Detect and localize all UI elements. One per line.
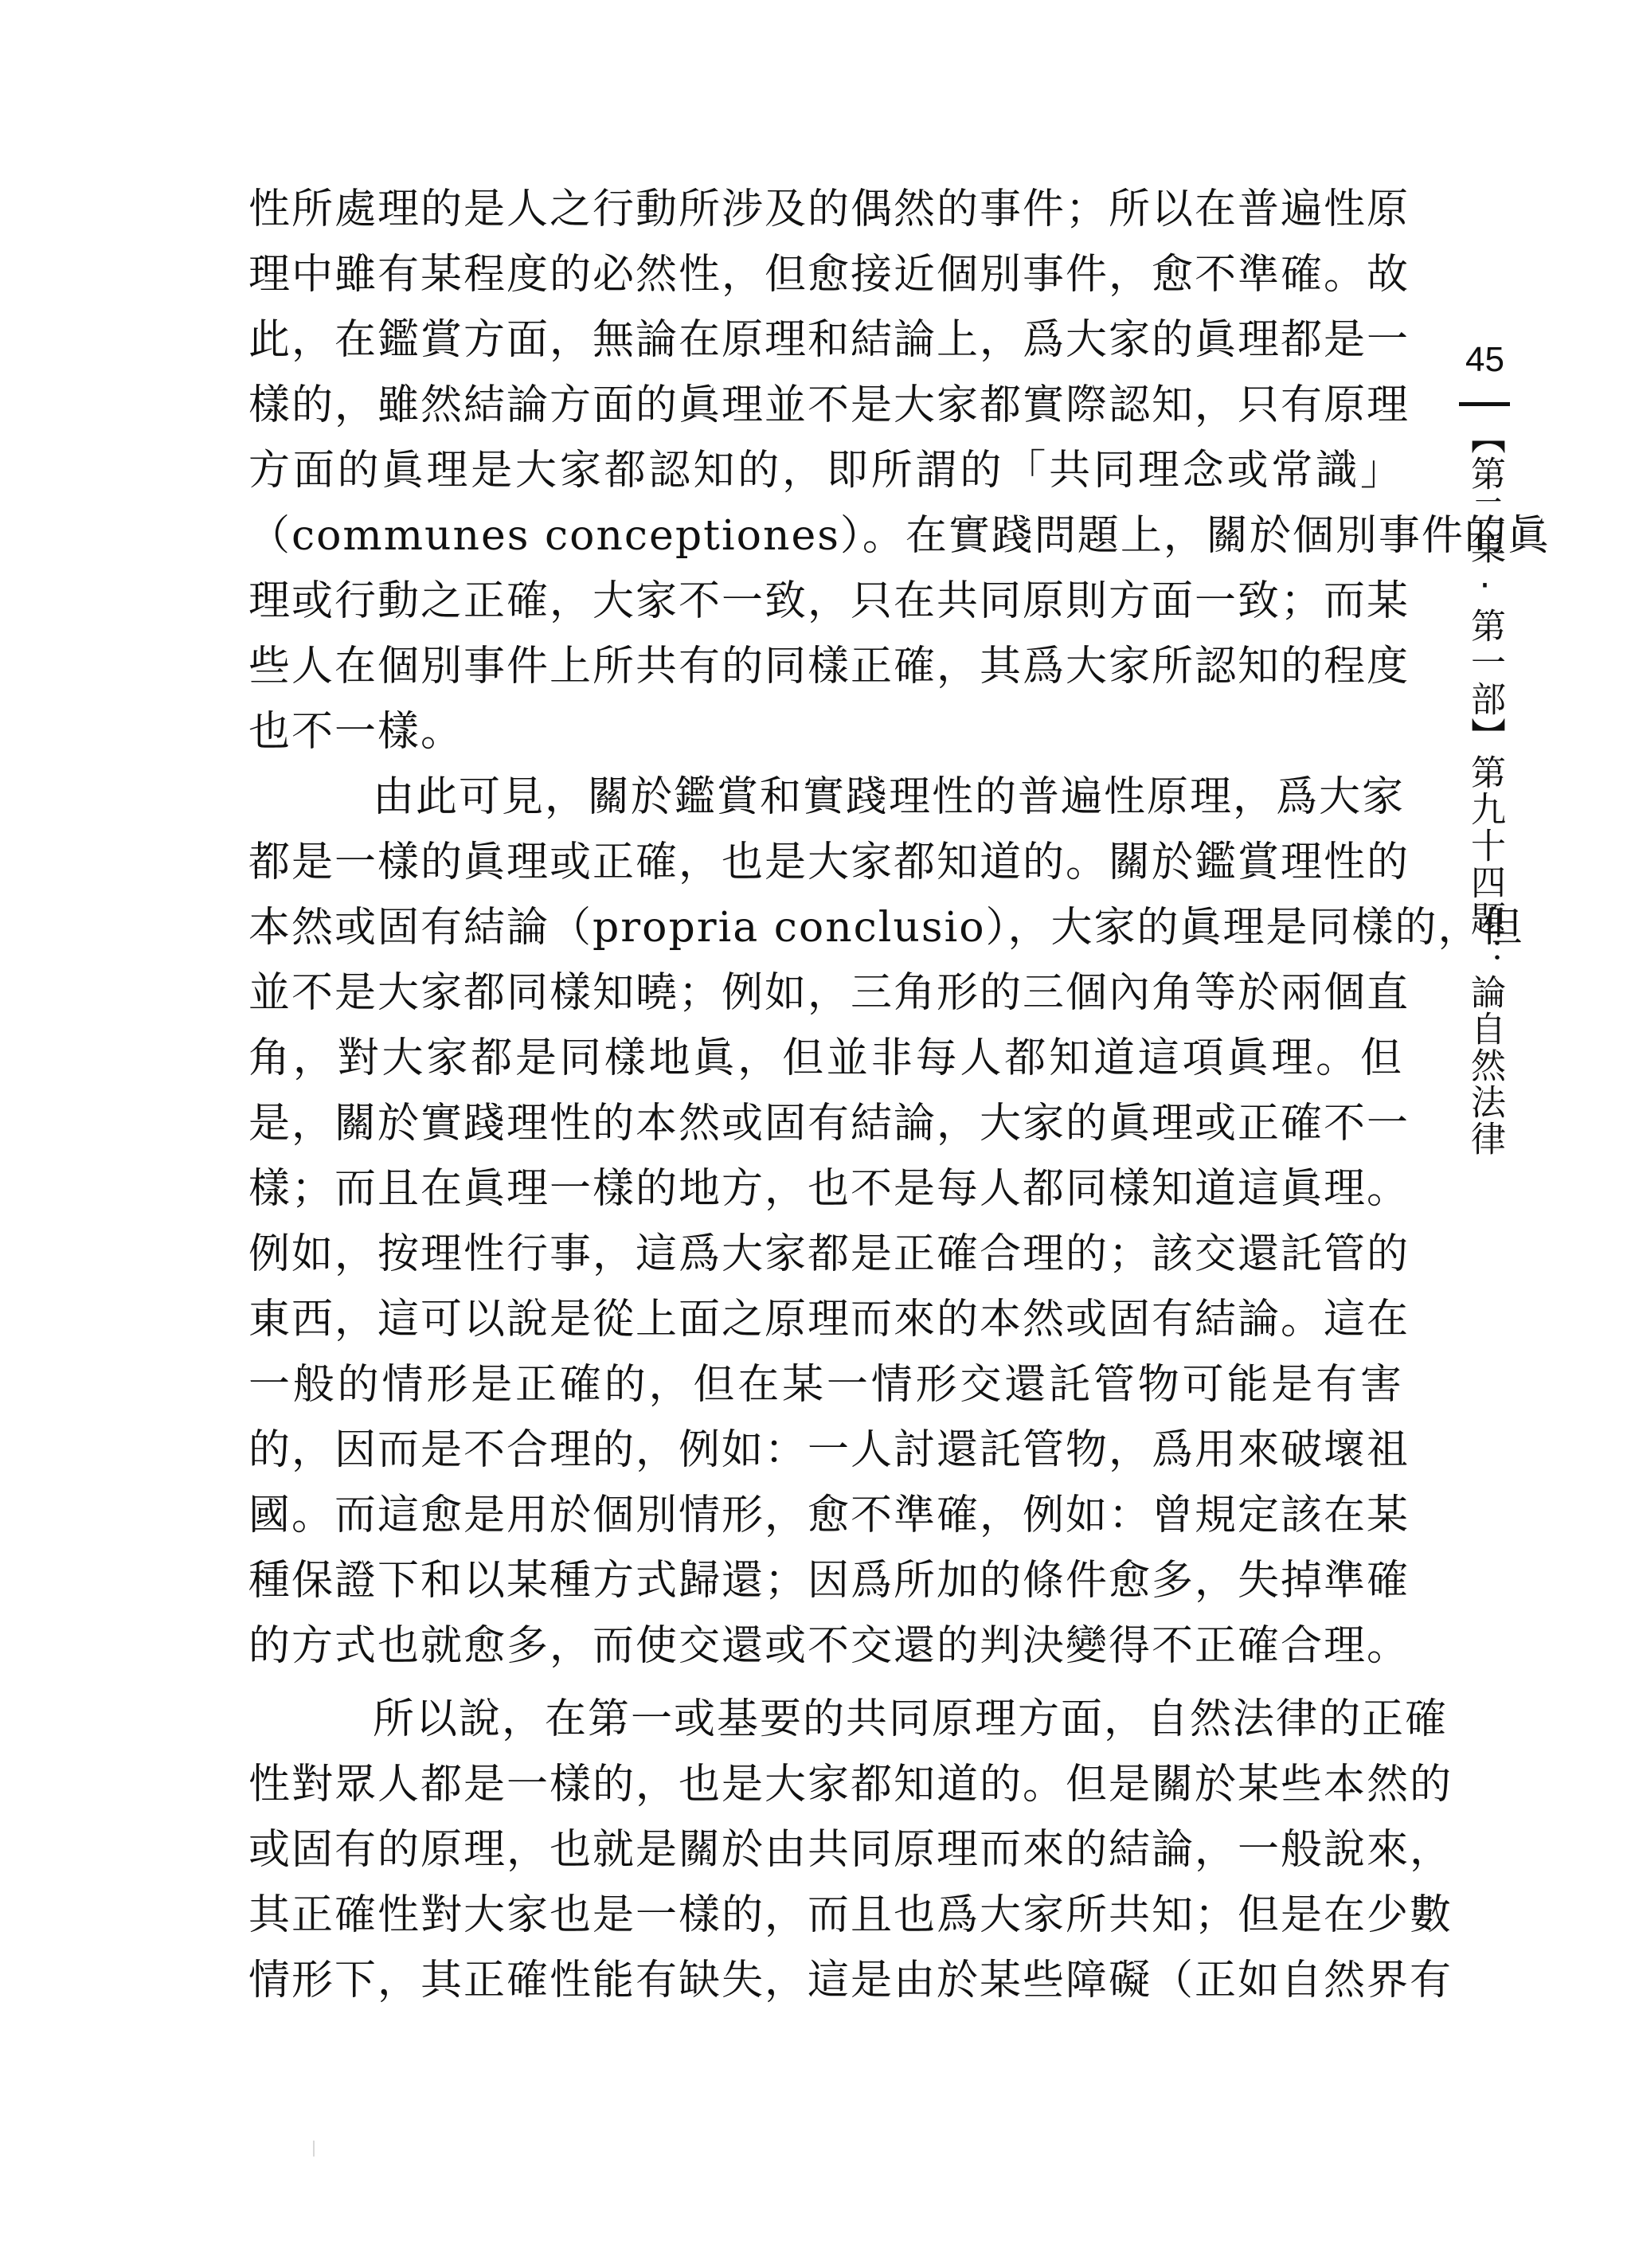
running-head-text: 【第二集·第一部】第九十四題：論自然法律	[1465, 419, 1505, 1157]
text-line: 一般的情形是正確的，但在某一情形交還託管物可能是有害	[248, 1361, 1403, 1409]
text-line: 方面的眞理是大家都認知的，即所謂的「共同理念或常識」	[248, 447, 1403, 495]
running-head	[1459, 402, 1510, 1157]
scan-mark	[313, 2141, 315, 2157]
text-line: 此，在鑑賞方面，無論在原理和結論上，爲大家的眞理都是一	[248, 316, 1410, 364]
text-line: 也不一樣。	[248, 708, 464, 756]
text-line: 樣；而且在眞理一樣的地方，也不是每人都同樣知道這眞理。	[248, 1165, 1410, 1213]
paragraph-first-line: 由此可見，關於鑑賞和實踐理性的普遍性原理，爲大家	[373, 773, 1406, 821]
horizontal-rule-icon	[1459, 402, 1510, 406]
text-line: 是，關於實踐理性的本然或固有結論，大家的眞理或正確不一	[248, 1100, 1410, 1148]
text-line: 或固有的原理，也就是關於由共同原理而來的結論，一般說來，	[248, 1826, 1453, 1874]
text-line: 情形下，其正確性能有缺失，這是由於某些障礙（正如自然界有	[248, 1957, 1453, 2004]
text-line: 國。而這愈是用於個別情形，愈不準確，例如：曾規定該在某	[248, 1492, 1410, 1539]
text-line: （communes conceptiones）。在實踐問題上，關於個別事件的眞	[248, 512, 1551, 560]
text-line: 本然或固有結論（propria conclusio），大家的眞理是同樣的，但	[248, 904, 1524, 952]
text-line: 的方式也就愈多，而使交還或不交還的判決變得不正確合理。	[248, 1622, 1410, 1670]
text-line: 性對眾人都是一樣的，也是大家都知道的。但是關於某些本然的	[248, 1761, 1453, 1809]
paragraph-first-line: 所以說，在第一或基要的共同原理方面，自然法律的正確	[373, 1695, 1449, 1743]
text-line: 理或行動之正確，大家不一致，只在共同原則方面一致；而某	[248, 577, 1410, 625]
text-line: 性所處理的是人之行動所涉及的偶然的事件；所以在普遍性原	[248, 186, 1410, 233]
text-line: 並不是大家都同樣知曉；例如，三角形的三個內角等於兩個直	[248, 969, 1410, 1017]
text-line: 理中雖有某程度的必然性，但愈接近個別事件，愈不準確。故	[248, 251, 1410, 299]
text-line: 種保證下和以某種方式歸還；因爲所加的條件愈多，失掉準確	[248, 1557, 1410, 1605]
text-line: 都是一樣的眞理或正確，也是大家都知道的。關於鑑賞理性的	[248, 839, 1410, 886]
text-line: 角，對大家都是同樣地眞，但並非每人都知道這項眞理。但	[248, 1034, 1403, 1082]
text-line: 些人在個別事件上所共有的同樣正確，其爲大家所認知的程度	[248, 643, 1410, 690]
text-line: 樣的，雖然結論方面的眞理並不是大家都實際認知，只有原理	[248, 381, 1410, 429]
text-line: 東西，這可以說是從上面之原理而來的本然或固有結論。這在	[248, 1296, 1410, 1343]
text-line: 例如，按理性行事，這爲大家都是正確合理的；該交還託管的	[248, 1230, 1410, 1278]
page-number: 45	[1465, 340, 1504, 379]
text-line: 其正確性對大家也是一樣的，而且也爲大家所共知；但是在少數	[248, 1891, 1453, 1939]
text-line: 的，因而是不合理的，例如：一人討還託管物，爲用來破壞祖	[248, 1426, 1410, 1474]
